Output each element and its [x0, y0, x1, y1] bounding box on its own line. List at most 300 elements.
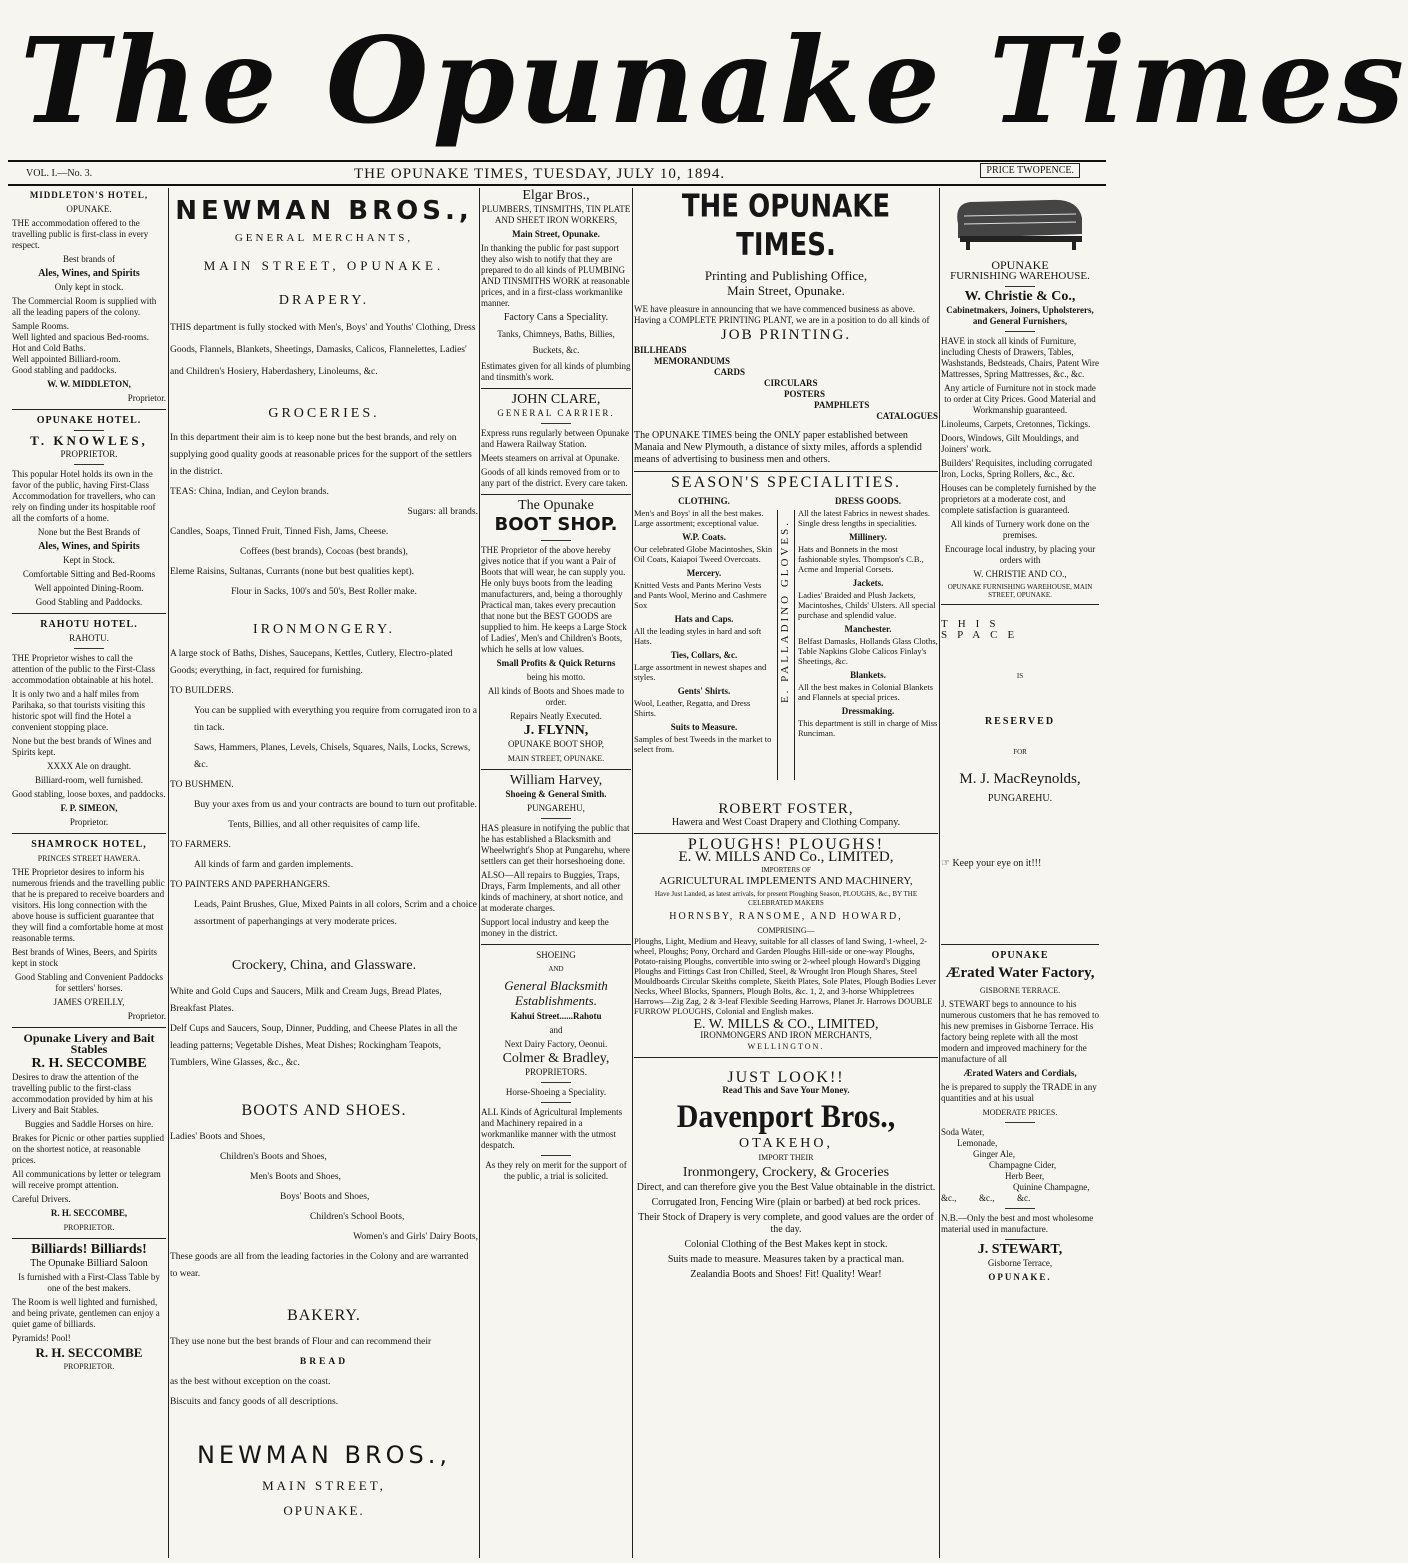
- speciality-heading: Hats and Caps.: [674, 614, 734, 624]
- ad-text: Suits made to measure. Measures taken by a practical man.: [667, 1254, 905, 1265]
- ad-text: HORNSBY, RANSOME, AND HOWARD,: [669, 911, 903, 922]
- speciality-heading: Manchester.: [844, 624, 892, 634]
- speciality-heading: DRESS GOODS.: [834, 496, 902, 506]
- short-rule: [1005, 286, 1035, 287]
- ad-title: OPUNAKE: [991, 258, 1049, 272]
- ad-title: William Harvey,: [509, 773, 603, 788]
- section-text: BREAD: [299, 1357, 349, 1367]
- ad-name: T. KNOWLES,: [30, 433, 148, 448]
- ad-text: Well lighted and spacious Bed-rooms.: [12, 332, 149, 342]
- short-rule: [541, 540, 571, 541]
- list-item: &c., &c., &c.: [941, 1193, 1031, 1203]
- speciality-text: Wool, Leather, Regatta, and Dress Shirts.: [634, 698, 751, 718]
- ad-subtitle: Ærated Waters and Cordials,: [963, 1068, 1077, 1078]
- ad-subtitle: Main Street, Opunake.: [727, 283, 845, 298]
- section-text: TO BUILDERS.: [170, 686, 234, 696]
- ad-role: Proprietor.: [127, 393, 166, 403]
- ad-place: RAHOTU.: [69, 633, 109, 643]
- section-text: You can be supplied with everything you require from corrugated iron to a tin tack.: [194, 706, 477, 733]
- ad-place: PUNGAREHU.: [987, 793, 1053, 804]
- ad-text: Estimates given for all kinds of plumbing and tinsmith's work.: [481, 361, 631, 382]
- column-divider: [168, 188, 169, 1558]
- column-divider: [939, 188, 940, 1558]
- section-text: TO PAINTERS AND PAPERHANGERS.: [170, 880, 331, 890]
- ad-text: THIS SPACE: [941, 618, 1025, 641]
- ad-title: General Blacksmith Establishments.: [504, 978, 608, 1008]
- separator: [941, 944, 1099, 945]
- furnishing-warehouse-ad: [941, 194, 1099, 599]
- ad-text: being his motto.: [526, 672, 586, 682]
- separator: [634, 471, 938, 472]
- section-heading: BOOTS AND SHOES.: [241, 1102, 407, 1119]
- section-text: Eleme Raisins, Sultanas, Currants (none but best qualities kept).: [170, 567, 415, 577]
- section-text: Sugars: all brands.: [407, 507, 478, 517]
- ad-text: Repairs Neatly Executed.: [510, 711, 602, 721]
- list-item: POSTERS: [784, 389, 826, 399]
- ad-title: OPUNAKE HOTEL.: [36, 415, 142, 426]
- ad-title: AND: [548, 965, 564, 973]
- ad-place: PUNGAREHU,: [527, 803, 585, 813]
- speciality-text: Large assortment in newest shapes and styles.: [634, 662, 767, 682]
- section-text: These goods are all from the leading factories in the Colony and are warranted to wear.: [170, 1252, 469, 1279]
- ad-role: PROPRIETOR.: [63, 1223, 115, 1232]
- section-text: Coffees (best brands), Cocoas (best brands),: [240, 547, 408, 557]
- ploughs-ad: [634, 836, 938, 1052]
- section-heading: DRAPERY.: [278, 293, 370, 308]
- ad-title: SHAMROCK HOTEL,: [31, 839, 147, 850]
- ad-text: The Opunake Billiard Saloon: [30, 1258, 148, 1269]
- speciality-heading: Gents' Shirts.: [677, 686, 731, 696]
- ad-signature: J. STEWART,: [977, 1242, 1063, 1257]
- ad-text: Support local industry and keep the money in the district.: [481, 917, 609, 938]
- john-clare-ad: [481, 394, 631, 489]
- ad-text: Encourage local industry, by placing your orders with: [944, 544, 1096, 565]
- ad-title: Billiards! Billiards!: [31, 1242, 147, 1257]
- ad-heading: JOB PRINTING.: [720, 327, 852, 343]
- ad-text: All kinds of Boots and Shoes made to order.: [487, 686, 625, 707]
- section-text: TO FARMERS.: [170, 840, 231, 850]
- ad-text: FOR: [1013, 748, 1027, 756]
- section-text: Buy your axes from us and your contracts are bound to turn out profitable.: [194, 800, 477, 810]
- column-3: [481, 190, 631, 1558]
- speciality-text: Men's and Boys' in all the best makes. Large assortment; exceptional value.: [634, 508, 764, 528]
- ad-text: Kahui Street......Rahotu: [510, 1011, 602, 1021]
- ad-signature: W. CHRISTIE AND CO.,: [973, 569, 1067, 579]
- ad-address: Main Street, Opunake.: [512, 229, 600, 239]
- separator: [941, 604, 1099, 605]
- ad-text: AGRICULTURAL IMPLEMENTS AND MACHINERY,: [659, 875, 913, 887]
- ad-title: OPUNAKE: [991, 950, 1049, 961]
- speciality-heading: Blankets.: [850, 670, 886, 680]
- ad-firm: E. W. MILLS AND Co., LIMITED,: [678, 849, 894, 865]
- ad-text: ALSO—All repairs to Buggies, Traps, Drays, Farm Implements, and all other kinds of machinery, at short notice, and at moderate charges.: [481, 870, 623, 913]
- price-label: PRICE TWOPENCE.: [980, 163, 1080, 178]
- ad-text: Well appointed Billiard-room.: [12, 354, 121, 364]
- ad-text: This popular Hotel holds its own in the favor of the public, having First-Class Accommodation for travellers, who can rely on finding under its hospitable roof all the comforts of a home.: [12, 469, 156, 523]
- speciality-text: Our celebrated Globe Macintoshes, Skin Oil Coats, Kaiapoi Tweed Overcoats.: [634, 544, 773, 564]
- ad-text: Pyramids! Pool!: [12, 1333, 71, 1343]
- ad-text: Well appointed Dining-Room.: [34, 583, 144, 593]
- ad-text: As they rely on merit for the support of the public, a trial is solicited.: [485, 1160, 627, 1181]
- ad-subtitle: Printing and Publishing Office,: [704, 268, 868, 283]
- ad-text: Doors, Windows, Gilt Mouldings, and Joiners' work.: [941, 433, 1079, 454]
- masthead: [20, 6, 1408, 156]
- ad-text: Good stabling, loose boxes, and paddocks.: [12, 789, 166, 799]
- ad-signature: ROBERT FOSTER,: [718, 801, 854, 817]
- ad-text: and: [549, 1025, 563, 1035]
- ad-text: RESERVED: [984, 716, 1056, 727]
- ad-subtitle: GENERAL MERCHANTS,: [234, 232, 414, 244]
- list-item: Quinine Champagne,: [1013, 1182, 1090, 1192]
- speciality-text: Belfast Damasks, Hollands Glass Cloths, Table Napkins Globe Calicos Finlay's Sheetings, &c.: [798, 636, 938, 666]
- speciality-heading: Millinery.: [849, 532, 887, 542]
- ad-text: Ironmongery, Crockery, & Groceries: [682, 1165, 890, 1180]
- speciality-text: Hats and Bonnets in the most fashionable styles. Thompson's C.B., Acme and Imperial Corsets.: [798, 544, 924, 574]
- ad-subtitle: Hawera and West Coast Drapery and Clothing Company.: [671, 817, 901, 828]
- ad-text: None but the best brands of Wines and Spirits kept.: [12, 736, 152, 757]
- speciality-heading: CLOTHING.: [678, 496, 730, 506]
- ad-title: BOOT SHOP.: [494, 514, 618, 535]
- ad-heading: PLOUGHS! PLOUGHS!: [687, 836, 885, 853]
- ad-text: HAS pleasure in notifying the public that he has established a Blacksmith and Wheelwright's Shop at Pungarehu, where settlers can get their horseshoeing done.: [481, 823, 630, 866]
- ad-text: HAVE in stock all kinds of Furniture, including Chests of Drawers, Tables, Washstands, Bedsteads, Chairs, Patent Wire Mattresses, Spring Mattresses, &c., &c.: [941, 336, 1099, 379]
- ad-text: Goods of all kinds removed from or to any part of the district. Every care taken.: [481, 467, 628, 488]
- speciality-text: Knitted Vests and Pants Merino Vests and Pants Wool, Merino and Cashmere Sox: [634, 580, 767, 610]
- ad-text: Horse-Shoeing a Speciality.: [505, 1087, 607, 1097]
- ad-text: Any article of Furniture not in stock made to order at City Prices. Good Material and Workmanship guaranteed.: [944, 383, 1096, 415]
- separator: [12, 409, 166, 410]
- short-rule: [541, 818, 571, 819]
- list-item: CARDS: [714, 367, 746, 377]
- short-rule: [74, 430, 104, 431]
- speciality-heading: Jackets.: [852, 578, 884, 588]
- speciality-heading: Ties, Collars, &c.: [670, 650, 738, 660]
- livery-stables-ad: [12, 1033, 166, 1233]
- column-1: [12, 190, 166, 1558]
- short-rule: [541, 423, 571, 424]
- list-item: Women's and Girls' Dairy Boots,: [353, 1232, 478, 1242]
- ad-text: THE Proprietor of the above hereby gives notice that if you want a Pair of Boots that will wear, he can supply you. He only buys boots from the leading manufacturers, and, being a thoroughly Practical man, takes every precaution that none but the BEST GOODS are supplied to him. He keeps a Large Stock of Ladies', Men's and Children's Boots, which he sells at low values.: [481, 545, 627, 654]
- season-specialities-ad: [634, 474, 938, 828]
- ad-text: The Commercial Room is supplied with all the leading papers of the colony.: [12, 296, 157, 317]
- separator: [12, 1238, 166, 1239]
- ad-text: Builders' Requisites, including corrugated Iron, Locks, Spring Rollers, &c., &c.: [941, 458, 1093, 479]
- dateline: [14, 166, 1100, 182]
- ad-text: None but the Best Brands of: [37, 527, 141, 537]
- ad-heading: JUST LOOK!!: [727, 1069, 845, 1086]
- list-item: Soda Water,: [941, 1127, 985, 1137]
- ad-signature: Colmer & Bradley,: [502, 1051, 610, 1066]
- ad-text: Kept in Stock.: [63, 555, 115, 565]
- separator: [481, 494, 631, 495]
- section-heading: IRONMONGERY.: [253, 622, 395, 637]
- separator: [634, 1057, 938, 1058]
- ad-address: OPUNAKE BOOT SHOP,: [507, 739, 605, 749]
- specialities-right: [798, 492, 938, 741]
- separator: [12, 1027, 166, 1028]
- opunake-times-ad: [634, 188, 938, 466]
- section-text: Tents, Billies, and all other requisites of camp life.: [228, 820, 420, 830]
- section-text: Flour in Sacks, 100's and 50's, Best Roller make.: [231, 587, 417, 597]
- list-item: Men's Boots and Shoes,: [250, 1172, 341, 1182]
- list-item: Ladies' Boots and Shoes,: [170, 1132, 266, 1142]
- list-item: Herb Beer,: [1005, 1171, 1045, 1181]
- section-text: Delf Cups and Saucers, Soup, Dinner, Pudding, and Cheese Plates in all the leading patterns; Vegetable Dishes, Meat Dishes; Rockingham Teapots, Tumblers, Wine Glasses, &c., &c.: [170, 1024, 458, 1068]
- ad-text: Corrugated Iron, Fencing Wire (plain or barbed) at bed rock prices.: [651, 1197, 921, 1208]
- ad-footer-street: MAIN STREET,: [262, 1478, 386, 1493]
- ad-text: Have Just Landed, as latest arrivals, for present Ploughing Season, PLOUGHS, &c., BY THE CELEBRATED MAKERS: [654, 890, 918, 907]
- section-text: A large stock of Baths, Dishes, Saucepans, Kettles, Cutlery, Electro-plated Goods; everything, in fact, required for furnishing.: [170, 649, 453, 676]
- elgar-bros-ad: [481, 190, 631, 383]
- ad-text: Careful Drivers.: [12, 1194, 71, 1204]
- ad-text: THE Proprietor desires to inform his numerous friends and the travelling public that he is prepared to receive boarders and visitors. His long connection with the above house is sufficient guarantee that they will find a comfortable home at most reasonable terms.: [12, 867, 165, 943]
- ad-text: All communications by letter or telegram will receive prompt attention.: [12, 1169, 161, 1190]
- boot-shop-ad: [481, 500, 631, 764]
- speciality-heading: Mercery.: [686, 568, 722, 578]
- ad-subtitle: Shoeing & General Smith.: [505, 789, 607, 799]
- specialities-left: [634, 492, 774, 757]
- ad-text: Hot and Cold Baths.: [12, 343, 86, 353]
- ad-text: WELLINGTON.: [747, 1042, 825, 1051]
- ad-text: Express runs regularly between Opunake and Hawera Railway Station.: [481, 428, 629, 449]
- william-harvey-ad: [481, 775, 631, 939]
- ad-text: Ploughs, Light, Medium and Heavy, suitable for all classes of land Swing, 1-wheel, 2-wheel, Ploughs; Pony, Orchard and Garden Ploughs Hill-side or one-way Ploughs, Potato-raising Ploughs, convertible into swing or 2-wheel plough Howard's Digging Ploughs and Fittings Cast Iron Chilled, Steel, & Wrought Iron Plough Shares, Steel Mouldboards Circular Skeiths complete, Skeith Plates, Sole Plates, Plough Bodies Lever Necks, Wheel Blocks, Spanners, Plough Bolts, &c. 1, 2, and 3-horse Whippletrees Harrows—Zig Zag, 2 & 3-leaf Flexible Seeding Harrows, Planet Jr. Harrows DOUBLE FURROW PLOUGHS, Colonial and English makes.: [634, 936, 936, 1016]
- ad-text: Ales, Wines, and Spirits: [38, 541, 140, 552]
- ad-address: GISBORNE TERRACE.: [979, 986, 1061, 995]
- ad-address: OPUNAKE FURNISHING WAREHOUSE, MAIN STREET, OPUNAKE.: [947, 583, 1093, 599]
- ad-text: Factory Cans a Speciality.: [503, 312, 609, 323]
- ad-text: Brakes for Picnic or other parties supplied on the shortest notice, at reasonable prices.: [12, 1133, 164, 1165]
- speciality-text: This department is still in charge of Miss Runciman.: [798, 718, 938, 738]
- ad-text: Ales, Wines, and Spirits: [38, 268, 140, 279]
- section-heading: BAKERY.: [287, 1307, 361, 1324]
- ad-text: Good Stabling and Convenient Paddocks for settlers' horses.: [15, 972, 163, 993]
- specialities-grid: [634, 492, 938, 802]
- speciality-text: Ladies' Braided and Plush Jackets, Macintoshes, Childs' Ulsters. All special purchase and splendid value.: [798, 590, 936, 620]
- ad-text: WE have pleasure in announcing that we have commenced business as above. Having a COMPLETE PRINTING PLANT, we are in a position to do all kinds of: [634, 304, 930, 325]
- dateline-rule: [8, 184, 1106, 186]
- ad-subtitle: Cabinetmakers, Joiners, Upholsterers, and General Furnishers,: [946, 305, 1094, 326]
- ad-title: Elgar Bros.,: [522, 188, 590, 203]
- section-text: Leads, Paint Brushes, Glue, Mixed Paints in all colors, Scrim and a choice assortment of paperhangings at very moderate prices.: [194, 900, 477, 927]
- section-text: THIS department is fully stocked with Men's, Boys' and Youths' Clothing, Dress Goods, Flannels, Blankets, Sheetings, Damasks, Calicos, Flannelettes, Ladies' and Children's Hosiery, Haberdashery, Linoleums, &c.: [170, 323, 476, 377]
- speciality-heading: Dressmaking.: [841, 706, 895, 716]
- short-rule: [1005, 1208, 1035, 1209]
- ad-address: Gisborne Terrace,: [987, 1258, 1053, 1268]
- list-item: Ginger Ale,: [973, 1149, 1015, 1159]
- section-text: TO BUSHMEN.: [170, 780, 234, 790]
- ad-text: Houses can be completely furnished by the proprietors at a moderate cost, and complete satisfaction is guaranteed.: [941, 483, 1096, 515]
- section-text: TEAS: China, Indian, and Ceylon brands.: [170, 487, 329, 497]
- newman-bros-ad: [170, 196, 478, 1519]
- ad-text: Only kept in stock.: [54, 282, 124, 292]
- column-divider: [479, 188, 480, 1558]
- ad-title: Opunake Livery and Bait Stables: [23, 1031, 155, 1056]
- ad-address: MAIN STREET, OPUNAKE.: [507, 754, 605, 763]
- ad-text: XXXX Ale on draught.: [47, 761, 131, 771]
- ad-title: SHOEING: [536, 950, 576, 960]
- list-item: Champagne Cider,: [989, 1160, 1057, 1170]
- ad-role: Proprietor.: [127, 1011, 166, 1021]
- list-item: BILLHEADS: [634, 345, 687, 355]
- ad-signature: R. H. SECCOMBE,: [50, 1208, 128, 1218]
- ad-role: PROPRIETORS.: [524, 1067, 588, 1077]
- ad-text: Comfortable Sitting and Bed-Rooms: [22, 569, 156, 579]
- ad-title: Ærated Water Factory,: [945, 965, 1095, 981]
- ad-title: MIDDLETON'S HOTEL,: [29, 190, 149, 200]
- separator: [481, 769, 631, 770]
- ad-footer-name: NEWMAN BROS.,: [196, 1441, 452, 1469]
- sofa-illustration: [950, 194, 1090, 254]
- ad-name: R. H. SECCOMBE: [31, 1056, 147, 1071]
- section-heading: GROCERIES.: [268, 406, 380, 421]
- shamrock-hotel-ad: [12, 839, 166, 1022]
- ad-text: IRONMONGERS AND IRON MERCHANTS,: [700, 1030, 872, 1040]
- masthead-title: The Opunake Times: [20, 11, 1408, 150]
- list-item: MEMORANDUMS: [654, 356, 730, 366]
- ad-title: THE OPUNAKE TIMES.: [681, 188, 891, 264]
- speciality-text: All the latest Fabrics in newest shades. Single dress lengths in specialities.: [798, 508, 930, 528]
- ad-text: ☞ Keep your eye on it!!!: [941, 858, 1042, 869]
- ad-text: N.B.—Only the best and most wholesome material used in manufacture.: [941, 1213, 1094, 1234]
- column-4: [634, 190, 938, 1558]
- section-text: In this department their aim is to keep none but the best brands, and rely on supplying good quality goods at reasonable prices for the support of the settlers in the district.: [170, 433, 472, 477]
- volume-number: VOL. I.—No. 3.: [26, 168, 93, 179]
- ad-text: ALL Kinds of Agricultural Implements and Machinery repaired in a workmanlike manner with the utmost despatch.: [481, 1107, 623, 1150]
- list-item: Lemonade,: [957, 1138, 998, 1148]
- issue-date: THE OPUNAKE TIMES, TUESDAY, JULY 10, 1894.: [354, 166, 726, 182]
- ad-signature: JAMES O'REILLY,: [53, 997, 125, 1007]
- ad-text: Direct, and can therefore give you the Best Value obtainable in the district.: [636, 1182, 936, 1193]
- ad-text: Buggies and Saddle Horses on hire.: [24, 1119, 154, 1129]
- ad-signature: R. H. SECCOMBE: [35, 1345, 143, 1360]
- opunake-hotel-ad: [12, 415, 166, 608]
- ad-subtitle: GENERAL CARRIER.: [497, 408, 615, 418]
- separator: [12, 833, 166, 834]
- short-rule: [1005, 1122, 1035, 1123]
- ad-firm: W. Christie & Co.,: [964, 289, 1076, 304]
- ad-subtitle: PLUMBERS, TINSMITHS, TIN PLATE AND SHEET IRON WORKERS,: [481, 204, 631, 225]
- ad-place: OTAKEHO,: [738, 1136, 834, 1151]
- ad-heading: SEASON'S SPECIALITIES.: [670, 474, 901, 491]
- ad-text: COMPRISING—: [757, 926, 815, 935]
- ad-text: In thanking the public for past support they also wish to notify that they are prepared to do all kinds of PLUMBING AND TINSMITHS WORK at reasonable prices, and in a first-class workmanlike manner.: [481, 243, 630, 308]
- speciality-text: Samples of best Tweeds in the market to select from.: [634, 734, 772, 754]
- ad-name: Davenport Bros.,: [676, 1098, 896, 1135]
- separator: [634, 833, 938, 834]
- ad-place: OPUNAKE.: [66, 204, 112, 214]
- short-rule: [541, 1155, 571, 1156]
- gloves-text: E. PALLADINO GLOVES.: [779, 520, 791, 704]
- ad-text: Sample Rooms.: [12, 321, 70, 331]
- ad-text: MODERATE PRICES.: [982, 1108, 1058, 1117]
- ad-text: All kinds of Turnery work done on the premises.: [950, 519, 1090, 540]
- ad-text: It is only two and a half miles from Parihaka, so that tourists visiting this historic spot will find the Hotel a convenient stopping place.: [12, 689, 145, 732]
- ad-text: IMPORT THEIR: [758, 1153, 814, 1162]
- short-rule: [1005, 1239, 1035, 1240]
- ad-name: M. J. MacReynolds,: [959, 771, 1081, 787]
- ad-role: PROPRIETOR.: [63, 1362, 115, 1371]
- ad-text: Is furnished with a First-Class Table by one of the best makers.: [18, 1272, 160, 1293]
- ad-firm: E. W. MILLS & CO., LIMITED,: [693, 1017, 879, 1032]
- short-rule: [541, 1102, 571, 1103]
- short-rule: [74, 464, 104, 465]
- ad-text: Good stabling and paddocks.: [12, 365, 117, 375]
- separator: [12, 613, 166, 614]
- short-rule: [74, 648, 104, 649]
- short-rule: [541, 1082, 571, 1083]
- ad-text: Colonial Clothing of the Best Makes kept in stock.: [684, 1239, 888, 1250]
- speciality-heading: Suits to Measure.: [670, 722, 738, 732]
- ad-signature: J. FLYNN,: [523, 723, 589, 738]
- list-item: Children's Boots and Shoes,: [220, 1152, 327, 1162]
- gloves-panel: [777, 510, 795, 780]
- ad-title: The Opunake: [518, 498, 594, 513]
- speciality-text: All the leading styles in hard and soft Hats.: [634, 626, 762, 646]
- section-text: Biscuits and fancy goods of all descriptions.: [170, 1397, 339, 1407]
- section-heading: Crockery, China, and Glassware.: [231, 958, 417, 973]
- blacksmith-ad: [481, 950, 631, 1182]
- ad-text: Billiard-room, well furnished.: [35, 775, 143, 785]
- ad-place: PRINCES STREET HAWERA.: [37, 854, 141, 863]
- ad-text: Their Stock of Drapery is very complete, and good values are the order of the day.: [638, 1212, 934, 1235]
- ad-title: FURNISHING WAREHOUSE.: [950, 270, 1090, 282]
- middleton-hotel-ad: [12, 190, 166, 404]
- ad-signature: W. W. MIDDLETON,: [47, 379, 131, 389]
- list-item: PAMPHLETS: [814, 400, 870, 410]
- ad-role: Proprietor.: [69, 817, 109, 827]
- list-item: Children's School Boots,: [310, 1212, 405, 1222]
- top-rule: [8, 160, 1106, 162]
- aerated-water-ad: [941, 950, 1099, 1283]
- section-text: All kinds of farm and garden implements.: [194, 860, 354, 870]
- speciality-heading: W.P. Coats.: [682, 532, 726, 542]
- ad-title: RAHOTU HOTEL.: [40, 619, 138, 630]
- list-item: CIRCULARS: [764, 378, 818, 388]
- ad-text: Tanks, Chimneys, Baths, Billies, Buckets, &c.: [497, 329, 615, 355]
- ad-text: Linoleums, Carpets, Cretonnes, Tickings.: [941, 419, 1091, 429]
- ad-title: NEWMAN BROS.,: [175, 196, 473, 226]
- ad-text: Best brands of Wines, Beers, and Spirits kept in stock: [12, 947, 157, 968]
- ad-address: MAIN STREET, OPUNAKE.: [203, 258, 445, 273]
- ad-subtitle: Read This and Save Your Money.: [722, 1085, 850, 1095]
- short-rule: [1005, 331, 1035, 332]
- ad-text: THE Proprietor wishes to call the attention of the public to the First-Class accommodation obtainable at his hotel.: [12, 653, 155, 685]
- ad-text: he is prepared to supply the TRADE in any quantities and at his usual: [941, 1082, 1097, 1103]
- section-text: Saws, Hammers, Planes, Levels, Chisels, Squares, Nails, Locks, Screws, &c.: [194, 743, 471, 770]
- column-2: [170, 190, 478, 1558]
- ad-text: Next Dairy Factory, Oeonui.: [504, 1039, 608, 1049]
- ad-text: J. STEWART begs to announce to his numerous customers that he has removed to his new premises in Gisborne Terrace. His factory being replete with all the most modern and improved machinery for the manufacture of all: [941, 999, 1099, 1064]
- column-divider: [632, 188, 633, 1558]
- ad-text: IMPORTERS OF: [761, 866, 811, 874]
- ad-address: OPUNAKE.: [988, 1272, 1052, 1282]
- ad-text: Desires to draw the attention of the travelling public to the first-class accommodation provided by him at his Livery and Bait Stables.: [12, 1072, 153, 1115]
- separator: [481, 944, 631, 945]
- ad-role: PROPRIETOR.: [60, 449, 118, 459]
- column-5: [941, 190, 1099, 1558]
- list-item: Boys' Boots and Shoes,: [280, 1192, 370, 1202]
- billiards-ad: [12, 1244, 166, 1372]
- ad-text: IS: [1016, 672, 1024, 680]
- ad-footer-town: OPUNAKE.: [283, 1503, 365, 1518]
- ad-text: The OPUNAKE TIMES being the ONLY paper established between Manaia and New Plymouth, a distance of sixty miles, affords a splendid means of advertising to business men and others.: [634, 430, 922, 465]
- list-item: CATALOGUES: [876, 411, 938, 421]
- davenport-bros-ad: [634, 1069, 938, 1281]
- section-text: as the best without exception on the coast.: [170, 1377, 331, 1387]
- speciality-text: All the best makes in Colonial Blankets and Flannels at special prices.: [798, 682, 934, 702]
- section-text: They use none but the best brands of Flour and can recommend their: [170, 1337, 432, 1347]
